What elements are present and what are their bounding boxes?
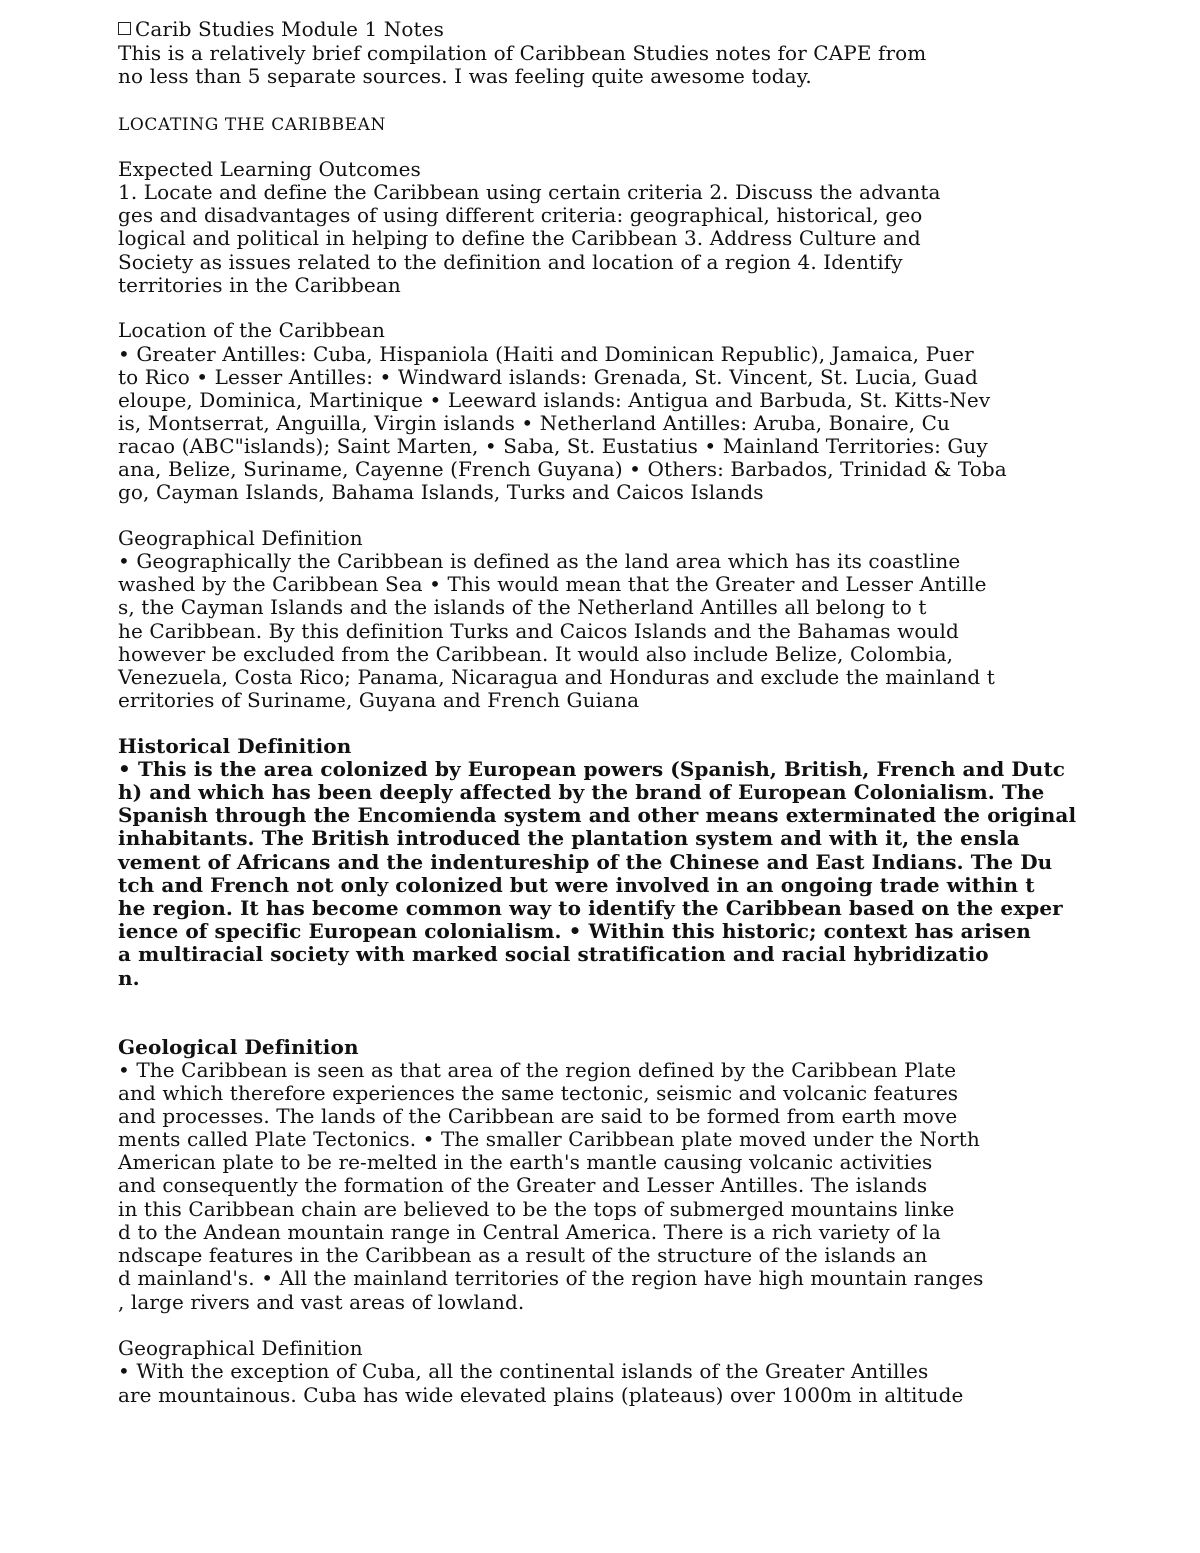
- subsection-heading: Historical Definition: [118, 734, 352, 758]
- body-line: tch and French not only colonized but were involved in an ongoing trade within t: [118, 873, 1035, 897]
- body-line: to Rico • Lesser Antilles: • Windward islands: Grenada, St. Vincent, St. Lucia, Guad: [118, 365, 978, 389]
- body-line: territories in the Caribbean: [118, 273, 401, 297]
- body-line: are mountainous. Cuba has wide elevated plains (plateaus) over 1000m in altitude: [118, 1383, 964, 1407]
- body-line: he region. It has become common way to identify the Caribbean based on the exper: [118, 896, 1063, 920]
- body-line: Spanish through the Encomienda system and other means exterminated the original: [118, 803, 1077, 827]
- subsection-heading: Geographical Definition: [118, 1336, 363, 1360]
- body-line: d to the Andean mountain range in Central America. There is a rich variety of la: [118, 1220, 941, 1244]
- body-line: ana, Belize, Suriname, Cayenne (French Guyana) • Others: Barbados, Trinidad & Toba: [118, 457, 1007, 481]
- body-line: go, Cayman Islands, Bahama Islands, Turks and Caicos Islands: [118, 480, 764, 504]
- body-line: Venezuela, Costa Rico; Panama, Nicaragua and Honduras and exclude the mainland t: [118, 665, 995, 689]
- section-heading: LOCATING THE CARIBBEAN: [118, 115, 387, 135]
- body-line: is, Montserrat, Anguilla, Virgin islands • Netherland Antilles: Aruba, Bonaire, Cu: [118, 411, 950, 435]
- body-line: ience of specific European colonialism. • Within this historic; context has arisen: [118, 919, 1031, 943]
- body-line: • With the exception of Cuba, all the continental islands of the Greater Antilles: [118, 1359, 929, 1383]
- body-line: in this Caribbean chain are believed to be the tops of submerged mountains linke: [118, 1197, 955, 1221]
- document-title: Carib Studies Module 1 Notes: [135, 17, 444, 41]
- body-line: logical and political in helping to define the Caribbean 3. Address Culture and: [118, 226, 921, 250]
- body-line: and which therefore experiences the same tectonic, seismic and volcanic features: [118, 1081, 959, 1105]
- subsection-heading: Expected Learning Outcomes: [118, 157, 421, 181]
- body-line: erritories of Suriname, Guyana and French Guiana: [118, 688, 640, 712]
- body-line: • Geographically the Caribbean is defined as the land area which has its coastline: [118, 549, 961, 573]
- body-line: • Greater Antilles: Cuba, Hispaniola (Haiti and Dominican Republic), Jamaica, Puer: [118, 342, 974, 366]
- body-line: • This is the area colonized by European powers (Spanish, British, French and Dutc: [118, 757, 1066, 781]
- subsection-heading: Geological Definition: [118, 1035, 359, 1059]
- body-line: eloupe, Dominica, Martinique • Leeward islands: Antigua and Barbuda, St. Kitts-Nev: [118, 388, 991, 412]
- body-line: a multiracial society with marked social stratification and racial hybridizatio: [118, 942, 989, 966]
- body-line: and processes. The lands of the Caribbean are said to be formed from earth move: [118, 1104, 958, 1128]
- body-line: American plate to be re-melted in the earth's mantle causing volcanic activities: [118, 1150, 933, 1174]
- body-line: s, the Cayman Islands and the islands of the Netherland Antilles all belong to t: [118, 595, 927, 619]
- body-line: ges and disadvantages of using different criteria: geographical, historical, geo: [118, 203, 923, 227]
- body-line: • The Caribbean is seen as that area of the region defined by the Caribbean Plate: [118, 1058, 957, 1082]
- body-line: washed by the Caribbean Sea • This would mean that the Greater and Lesser Antille: [118, 572, 987, 596]
- body-line: he Caribbean. By this definition Turks and Caicos Islands and the Bahamas would: [118, 619, 959, 643]
- body-line: h) and which has been deeply affected by the brand of European Colonialism. The: [118, 780, 1045, 804]
- body-line: , large rivers and vast areas of lowland.: [118, 1290, 525, 1314]
- body-line: and consequently the formation of the Greater and Lesser Antilles. The islands: [118, 1173, 928, 1197]
- subsection-heading: Location of the Caribbean: [118, 318, 386, 342]
- intro-line: no less than 5 separate sources. I was feeling quite awesome today.: [118, 64, 812, 88]
- body-line: Society as issues related to the definition and location of a region 4. Identify: [118, 250, 903, 274]
- body-line: however be excluded from the Caribbean. It would also include Belize, Colombia,: [118, 642, 954, 666]
- body-line: racao (ABC"islands); Saint Marten, • Saba, St. Eustatius • Mainland Territories: Guy: [118, 434, 988, 458]
- document-title-line: [118, 18, 444, 41]
- body-line: 1. Locate and define the Caribbean using certain criteria 2. Discuss the advanta: [118, 180, 941, 204]
- body-line: vement of Africans and the indentureship of the Chinese and East Indians. The Du: [118, 850, 1053, 874]
- body-line: ndscape features in the Caribbean as a result of the structure of the islands an: [118, 1243, 928, 1267]
- body-line: ments called Plate Tectonics. • The smaller Caribbean plate moved under the North: [118, 1127, 980, 1151]
- body-line: d mainland's. • All the mainland territories of the region have high mountain ranges: [118, 1266, 984, 1290]
- intro-line: This is a relatively brief compilation of Caribbean Studies notes for CAPE from: [118, 41, 927, 65]
- body-line: inhabitants. The British introduced the plantation system and with it, the ensla: [118, 826, 1020, 850]
- checkbox-glyph-icon: [118, 22, 131, 35]
- body-line: n.: [118, 966, 140, 990]
- subsection-heading: Geographical Definition: [118, 526, 363, 550]
